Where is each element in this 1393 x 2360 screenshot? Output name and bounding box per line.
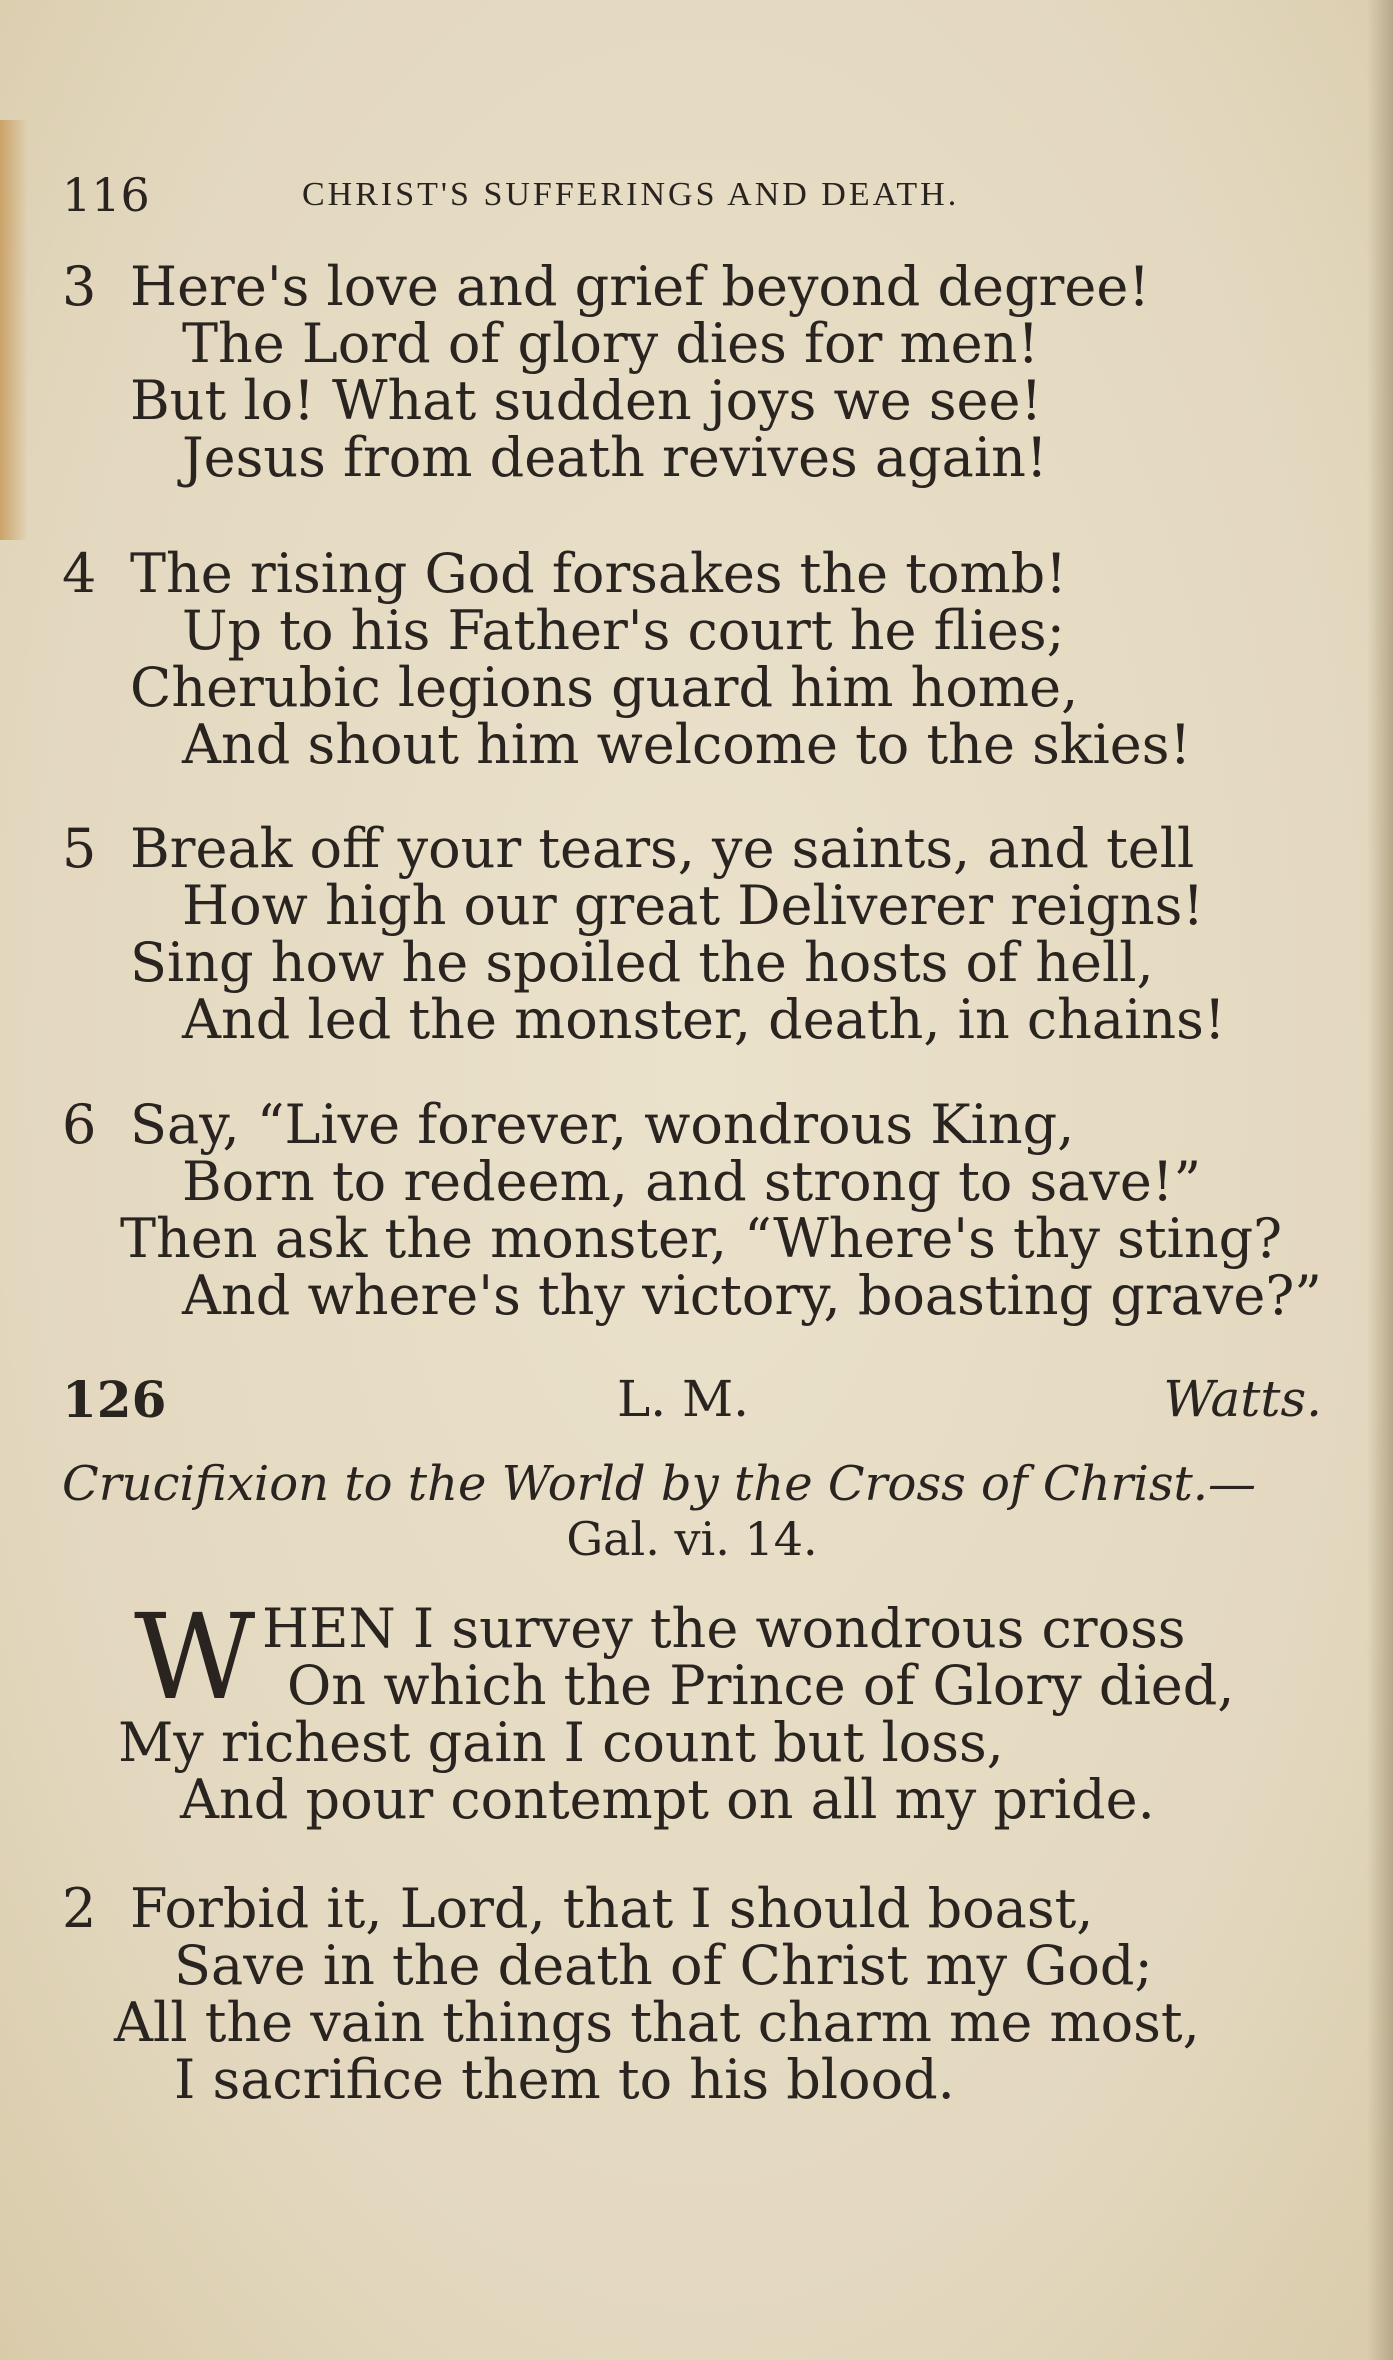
stanza-line: And shout him welcome to the skies! <box>182 713 1192 776</box>
stanza-number: 3 <box>62 255 97 318</box>
stanza-line: Up to his Father's court he flies; <box>182 599 1065 662</box>
hymn-subtitle: Crucifixion to the World by the Cross of Christ.— <box>62 1456 1256 1512</box>
stanza-line: Save in the death of Christ my God; <box>174 1934 1153 1997</box>
stanza-line: Born to redeem, and strong to save!” <box>182 1150 1202 1213</box>
page-header <box>62 168 1122 228</box>
stanza-line: My richest gain I count but loss, <box>118 1711 1004 1774</box>
stanza-3 <box>62 255 1150 489</box>
page-edge-shadow <box>1367 0 1393 2360</box>
stanza-line: Jesus from death revives again! <box>182 426 1048 489</box>
stanza-4 <box>62 542 1192 776</box>
stanza-line: And pour contempt on all my pride. <box>180 1768 1155 1831</box>
stanza-line-text: Forbid it, Lord, that I should boast, <box>130 1877 1094 1940</box>
stanza-line: And where's thy victory, boasting grave?” <box>182 1264 1322 1327</box>
stanza-line: Then ask the monster, “Where's thy sting? <box>120 1207 1283 1270</box>
hymn-author: Watts. <box>1163 1370 1322 1428</box>
page-edge-stain <box>0 120 28 540</box>
stanza-line: And led the monster, death, in chains! <box>182 988 1226 1051</box>
page-number: 116 <box>62 168 150 222</box>
stanza-number: 6 <box>62 1093 97 1156</box>
stanza-6 <box>62 1093 1322 1327</box>
stanza-line: Sing how he spoiled the hosts of hell, <box>130 931 1154 994</box>
hymn-stanza-1 <box>62 1588 1322 1831</box>
stanza-line <box>62 1877 1200 1940</box>
stanza-line: I sacrifice them to his blood. <box>174 2048 955 2111</box>
stanza-line: How high our great Deliverer reigns! <box>182 874 1205 937</box>
stanza-line <box>62 542 1191 605</box>
hymn-heading <box>62 1370 1322 1440</box>
stanza-number: 5 <box>62 817 97 880</box>
hymn-stanza-2 <box>62 1877 1200 2111</box>
stanza-line-text: Here's love and grief beyond degree! <box>130 255 1150 318</box>
stanza-number: 2 <box>62 1877 97 1940</box>
stanza-line: But lo! What sudden joys we see! <box>130 369 1043 432</box>
scripture-reference: Gal. vi. 14. <box>566 1512 818 1566</box>
stanza-5 <box>62 817 1226 1051</box>
hymn-meter: L. M. <box>617 1370 750 1428</box>
stanza-number: 4 <box>62 542 97 605</box>
stanza-line <box>62 1093 1322 1156</box>
stanza-line-text: The rising God forsakes the tomb! <box>130 542 1067 605</box>
stanza-line: All the vain things that charm me most, <box>114 1991 1200 2054</box>
stanza-line-text: Break off your tears, ye saints, and tell <box>130 817 1195 880</box>
stanza-line: Cherubic legions guard him home, <box>130 656 1079 719</box>
stanza-line <box>62 255 1150 318</box>
drop-cap: W <box>134 1588 256 1726</box>
running-head: CHRIST'S SUFFERINGS AND DEATH. <box>302 176 960 213</box>
hymn-number: 126 <box>62 1370 167 1429</box>
stanza-line-text: Say, “Live forever, wondrous King, <box>130 1093 1075 1156</box>
stanza-line: On which the Prince of Glory died, <box>287 1654 1235 1717</box>
stanza-line-text: HEN I survey the wondrous cross <box>262 1597 1186 1660</box>
stanza-line: The Lord of glory dies for men! <box>182 312 1040 375</box>
stanza-line <box>62 817 1226 880</box>
